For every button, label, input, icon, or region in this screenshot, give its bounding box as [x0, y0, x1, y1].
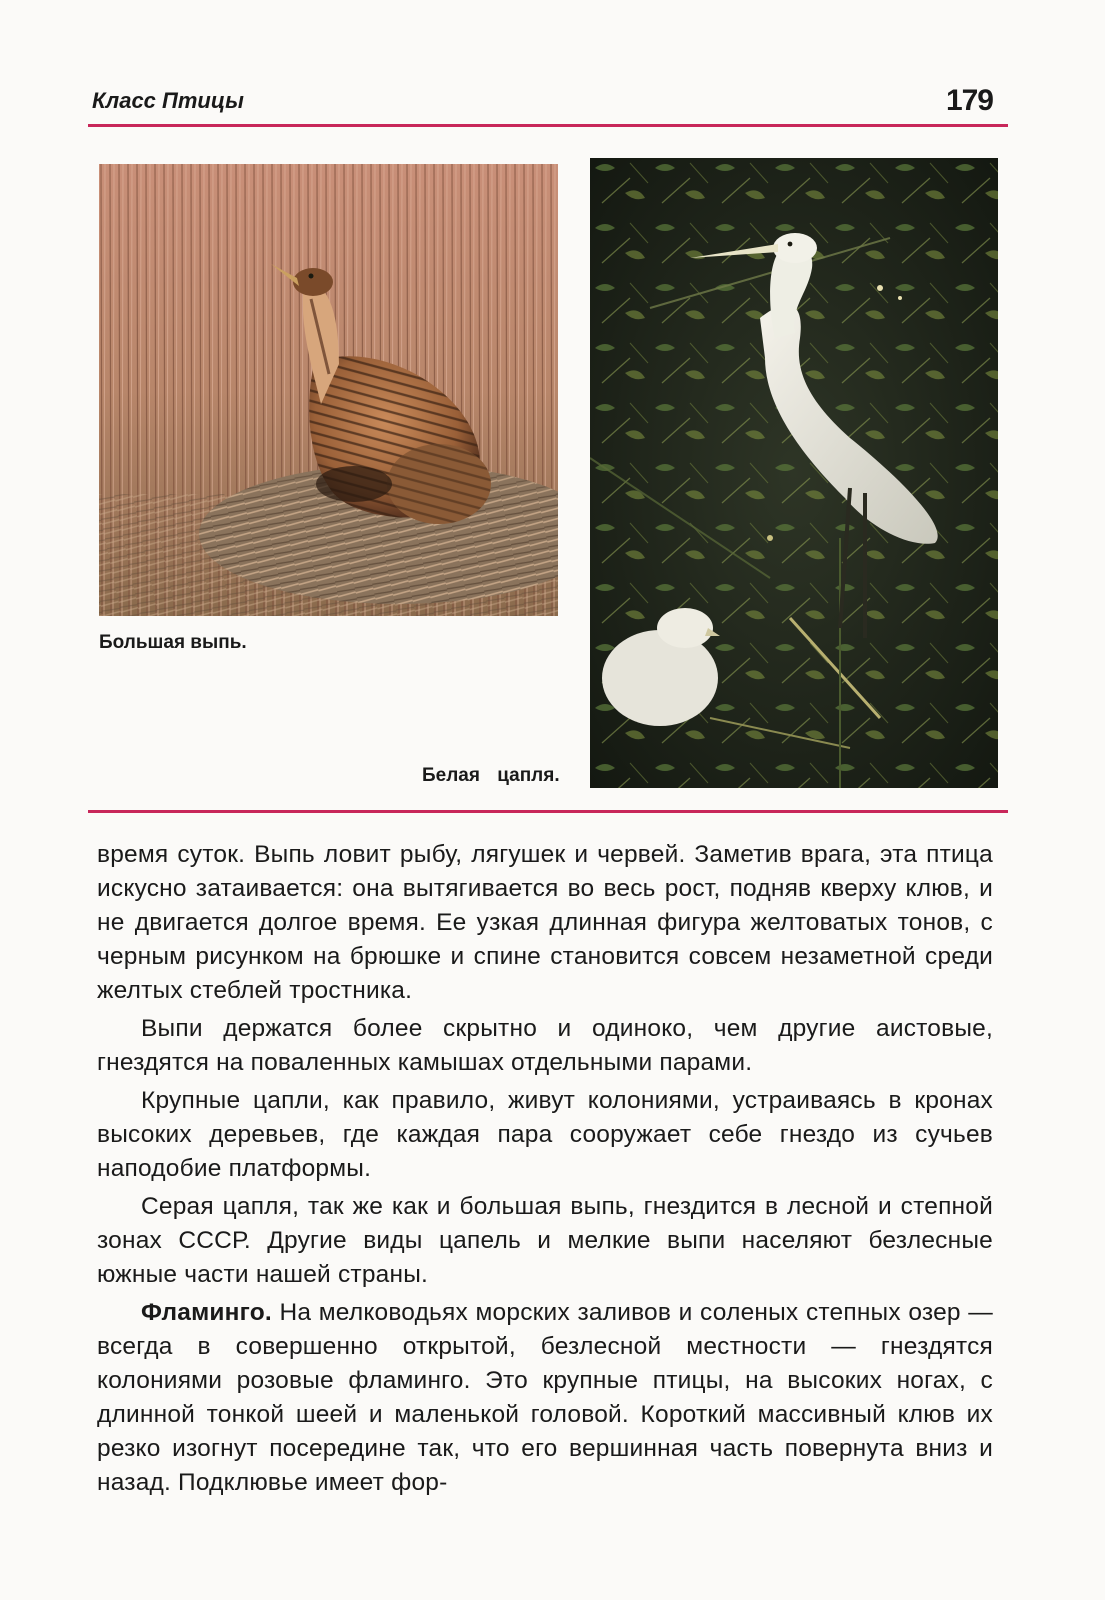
figure-rule: [88, 810, 1008, 813]
paragraph-5: [97, 1296, 993, 1500]
bittern-caption: Большая выпь.: [99, 632, 247, 653]
paragraph-4: Серая цапля, так же как и большая выпь, гнездится в лесной и степной зонах СССР. Другие виды цапель и мелкие выпи населяют безлесные южные части нашей страны.: [97, 1193, 993, 1288]
egret-caption: Белая цапля.: [422, 765, 560, 786]
egret-photo: [590, 158, 998, 788]
flamingo-heading: Фламинго.: [141, 1299, 272, 1326]
paragraph-5-text: На мелководьях морских заливов и соленых степных озер — всегда в совершенно открытой, безлесной местности — гнездятся колониями розовые фламинго. Это крупные птицы, на высоких ногах, с длинной тонкой шеей и маленькой головой. Короткий массивный клюв их резко изогнут посередине так, что его вершинная часть повернута вниз и назад. Подклювье имеет фор-: [97, 1299, 993, 1496]
running-head: Класс Птицы: [92, 88, 244, 113]
page-number: 179: [945, 84, 993, 117]
bittern-photo: [99, 164, 558, 616]
header-rule: [88, 124, 1008, 127]
body-text: [97, 838, 993, 1504]
paragraph-3: Крупные цапли, как правило, живут колониями, устраиваясь в кронах высоких деревьев, где каждая пара сооружает себе гнездо из сучьев наподобие платформы.: [97, 1087, 993, 1182]
paragraph-2: Выпи держатся более скрытно и одиноко, чем другие аистовые, гнездятся на поваленных камышах отдельными парами.: [97, 1015, 993, 1076]
paragraph-1: время суток. Выпь ловит рыбу, лягушек и червей. Заметив врага, эта птица искусно затаивается: она вытягивается во весь рост, подняв кверху клюв, и не двигается долгое время. Ее узкая длинная фигура желтоватых тонов, с черным рисунком на брюшке и спине становится совсем незаметной среди желтых стеблей тростника.: [97, 841, 993, 1004]
